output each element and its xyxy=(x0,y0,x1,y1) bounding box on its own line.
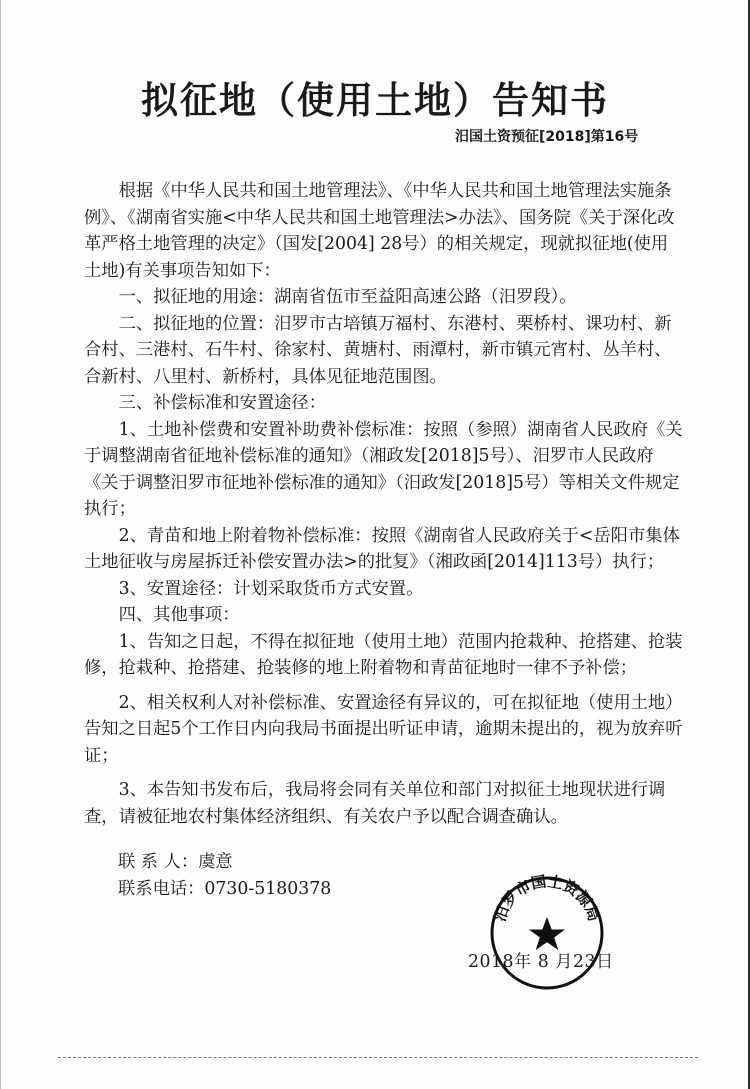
star-icon xyxy=(529,917,565,950)
paragraph-purpose: 一、拟征地的用途：湖南省伍市至益阳高速公路（汨罗段）。 xyxy=(118,287,577,307)
document-body xyxy=(84,178,684,830)
official-seal-stamp xyxy=(487,873,607,993)
paragraph-other-3: 3、本告知书发布后，我局将会同有关单位和部门对拟征土地现状进行调查，请被征地农村集体经济组织、有关农户予以配合调查确认。 xyxy=(84,780,666,827)
paragraph-intro: 根据《中华人民共和国土地管理法》、《中华人民共和国土地管理法实施条例》、《湖南省实施<中华人民共和国土地管理法>办法》、国务院《关于深化改革严格土地管理的决定》（国发[2004] 28号）的相关规定，现就拟征地(使用土地)有关事项告知如下： xyxy=(84,181,675,281)
seal-text: 汨罗市国土资源局 xyxy=(490,873,604,924)
scan-edge-left xyxy=(0,0,1,1089)
document-title: 拟征地（使用土地）告知书 xyxy=(141,79,609,122)
contact-block xyxy=(118,849,331,903)
paragraph-resettlement: 3、安置途径：计划采取货币方式安置。 xyxy=(118,578,424,599)
bottom-divider xyxy=(58,1057,698,1058)
paragraph-land-compensation: 1、土地补偿费和安置补助费补偿标准：按照（参照）湖南省人民政府《关于调整湖南省征地补偿标准的通知》（湘政发[2018]5号）、汨罗市人民政府《关于调整汨罗市征地补偿标准的通知》（汨政发[2018]5号）等相关文件规定执行； xyxy=(84,419,683,519)
paragraph-gap xyxy=(84,769,684,777)
paragraph-gap xyxy=(84,682,684,690)
paragraph-other-2: 2、相关权利人对补偿标准、安置途径有异议的，可在拟征地（使用土地）告知之日起5个工作日内向我局书面提出听证申请，逾期未提出的，视为放弃听证； xyxy=(84,692,683,766)
paragraph-compensation-heading: 三、补偿标准和安置途径： xyxy=(118,393,326,413)
contact-person: 联 系 人：虞意 xyxy=(118,852,233,872)
paragraph-other-heading: 四、其他事项： xyxy=(118,605,240,625)
paragraph-location: 二、拟征地的位置：汨罗市古培镇万福村、东港村、栗桥村、课功村、新合村、三港村、石牛村、徐家村、黄塘村、雨潭村，新市镇元宵村、丛羊村、合新村、八里村、新桥村，具体见征地范围图。 xyxy=(84,313,672,387)
document-number: 汨国土资预征[2018]第16号 xyxy=(455,129,639,145)
document-date: 2018年 8 月23日 xyxy=(468,952,614,972)
paragraph-crop-compensation: 2、青苗和地上附着物补偿标准：按照《湖南省人民政府关于<岳阳市集体土地征收与房屋拆迁补偿安置办法>的批复》（湘政函[2014]113号）执行； xyxy=(84,525,680,572)
paragraph-other-1: 1、告知之日起，不得在拟征地（使用土地）范围内抢栽种、抢搭建、抢装修，抢栽种、抢搭建、抢装修的地上附着物和青苗征地时一律不予补偿； xyxy=(84,631,683,678)
contact-phone: 联系电话：0730-5180378 xyxy=(118,879,332,899)
